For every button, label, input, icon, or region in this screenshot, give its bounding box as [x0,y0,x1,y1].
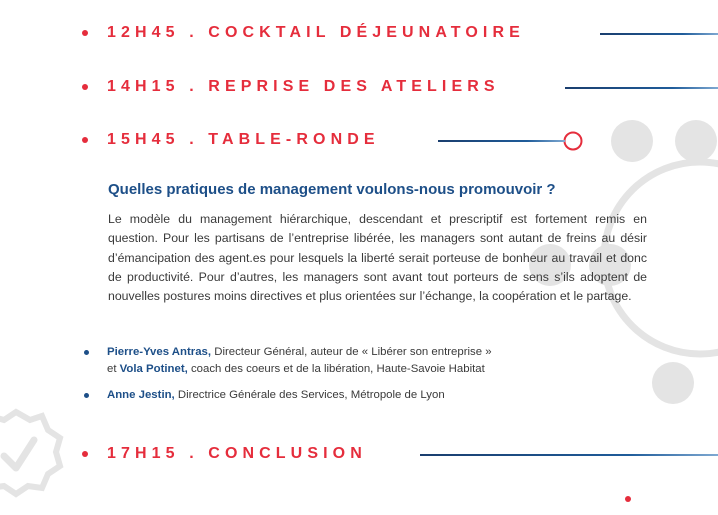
timeline-rule [438,140,565,142]
timeline-rule [600,33,718,35]
timeline-rule [565,87,718,89]
bullet-dot [82,451,88,457]
speaker-item [84,344,492,377]
agenda-title: 15H45 . TABLE-RONDE [107,131,380,148]
speaker-connector: et [107,362,120,375]
speaker-name: Vola Potinet, [119,362,188,375]
speaker-text [107,344,492,377]
speaker-name: Pierre-Yves Antras, [107,346,212,358]
bullet-dot [82,84,88,90]
timeline-marker [565,133,582,150]
decor-red-dot [625,496,631,502]
checkmark-badge-icon [0,412,60,494]
decor-circle [611,120,653,162]
timeline-rule [420,454,718,456]
decor-circle [652,362,694,404]
speaker-text [107,387,445,404]
agenda-item [82,131,380,149]
speaker-name: Anne Jestin, [107,389,175,401]
speaker-bullet [84,393,89,398]
agenda-title: 17H15 . CONCLUSION [107,445,367,462]
bullet-dot [82,137,88,143]
agenda-title: 14H15 . REPRISE DES ATELIERS [107,78,500,95]
speaker-role: Directeur Général, auteur de « Libérer son entreprise » [211,346,492,358]
speaker-bullet [84,350,89,355]
agenda-item [82,78,500,96]
roundtable-question: Quelles pratiques de management voulons-nous promouvoir ? [108,181,556,198]
agenda-title: 12H45 . COCKTAIL DÉJEUNATOIRE [107,24,525,41]
roundtable-description: Le modèle du management hiérarchique, descendant et prescriptif est fortement remis en question. Pour les partisans de l’entreprise libérée, les managers sont autant de freins au désir d’émancipation des agent.es pour lesquels la liberté serait porteuse de bonheur au travail et donc de productivité. Pour d’autres, les managers sont avant tout porteurs de sens s’ils adoptent de nouvelles postures moins directives et plus orientées sur l’échange, la coopération et le partage. [108,212,647,304]
agenda-item [82,445,367,463]
speaker-item [84,387,445,404]
bullet-dot [82,30,88,36]
agenda-item [82,24,525,42]
speaker-role: Directrice Générale des Services, Métropole de Lyon [174,389,445,401]
decor-circle [675,120,717,162]
speaker-role: coach des coeurs et de la libération, Haute-Savoie Habitat [187,362,485,375]
